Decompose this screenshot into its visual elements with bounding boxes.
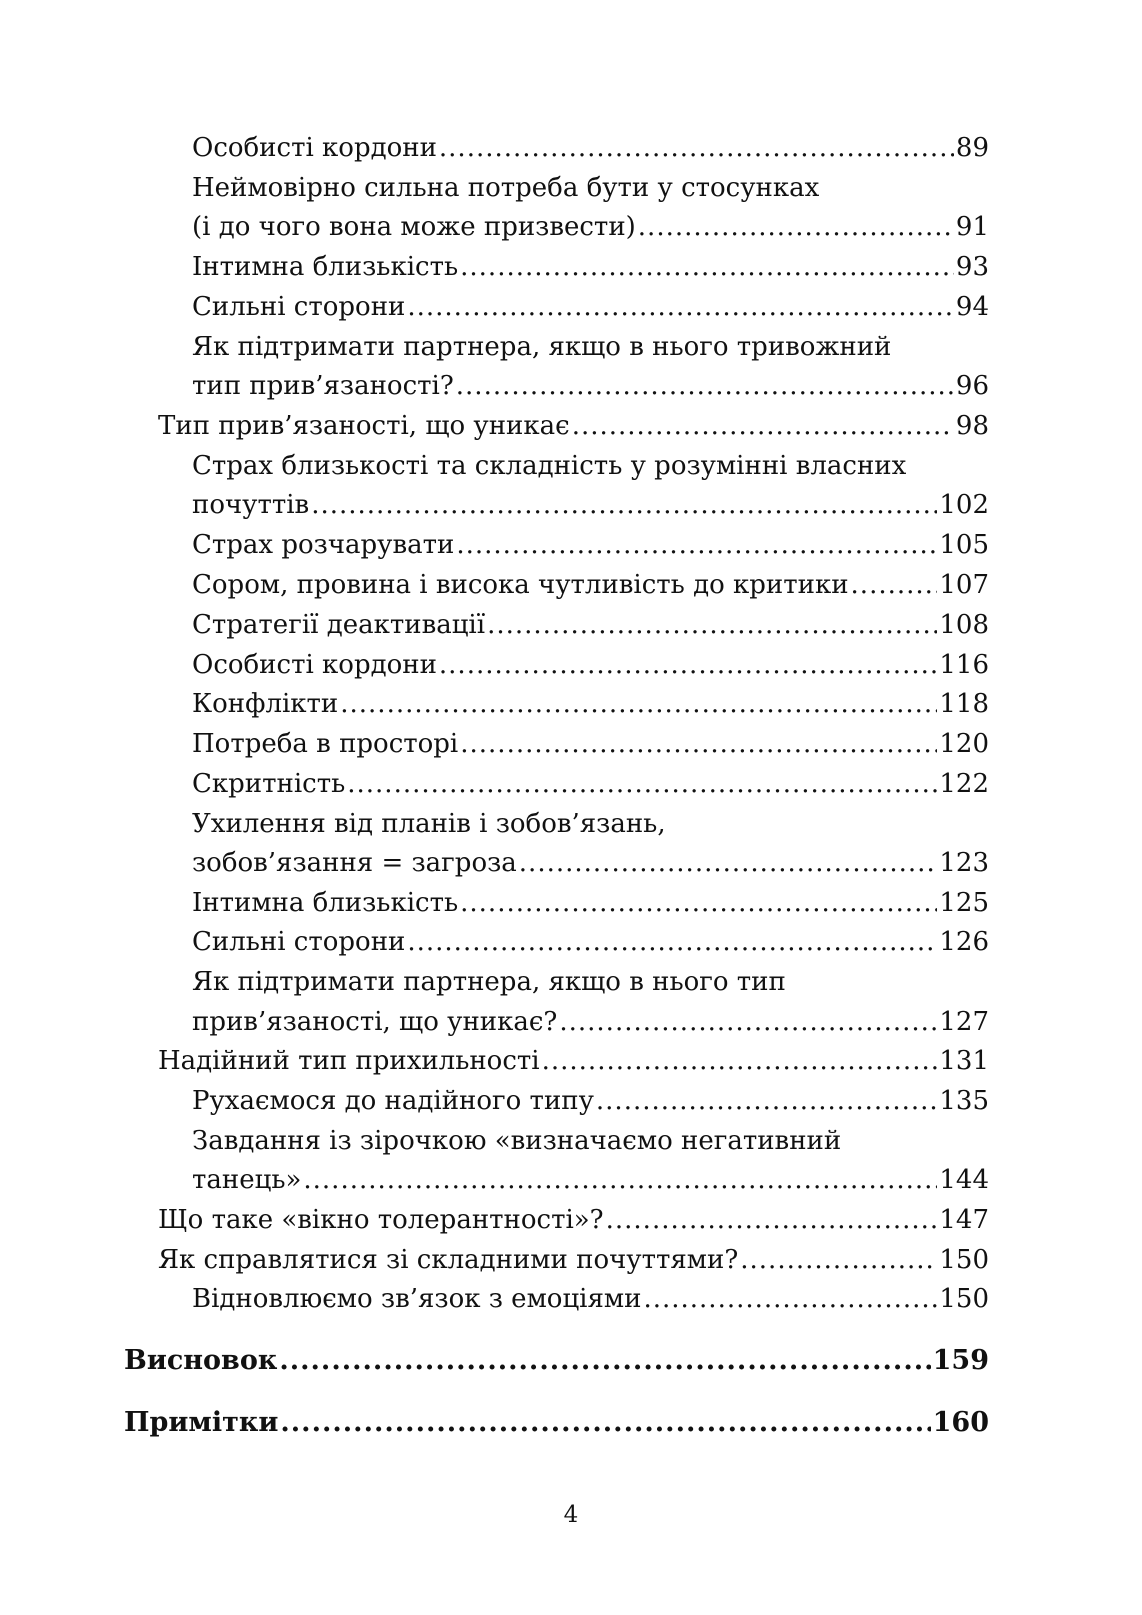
toc-entry-title: Страх розчарувати [192, 530, 455, 560]
toc-entry-title: Рухаємося до надійного типу [192, 1086, 594, 1116]
toc-entry-page: 108 [939, 610, 989, 640]
toc-entry [192, 1162, 989, 1198]
toc-entry-page: 122 [939, 769, 989, 799]
toc-entry-title: Сильні сторони [192, 292, 406, 322]
toc-entry-page: 150 [939, 1284, 989, 1314]
dot-leader [303, 1162, 937, 1198]
toc-entry [192, 607, 989, 643]
dot-leader [439, 130, 954, 166]
toc-entry-title: Що таке «вікно толерантності»? [158, 1205, 604, 1235]
toc-entry-page: 91 [955, 212, 989, 242]
dot-leader [407, 289, 954, 325]
dot-leader [851, 567, 938, 603]
toc-entry [192, 567, 989, 603]
toc-entry-title: Конфлікти [192, 689, 339, 719]
toc-entry [192, 1083, 989, 1119]
toc-entry-title: Сильні сторони [192, 927, 406, 957]
toc-entry [192, 766, 989, 802]
toc-entry [192, 1004, 989, 1040]
dot-leader [340, 686, 937, 722]
toc-entry-title: Потреба в просторі [192, 729, 459, 759]
dot-leader [460, 726, 937, 762]
toc-entry-page: 116 [939, 650, 989, 680]
dot-leader [456, 527, 937, 563]
toc-entry [158, 408, 989, 444]
toc-entry-page: 126 [939, 927, 989, 957]
toc-entry-page: 147 [939, 1205, 989, 1235]
dot-leader [596, 1083, 937, 1119]
toc-entry [192, 368, 989, 404]
toc-entry-first-line: Завдання із зірочкою «визначаємо негативний [192, 1126, 842, 1156]
toc-entry [192, 130, 989, 166]
toc-entry [192, 209, 989, 245]
dot-leader [559, 1004, 937, 1040]
dot-leader [280, 1405, 930, 1441]
toc-entry-title: Примітки [124, 1407, 279, 1438]
toc-entry-page: 131 [939, 1046, 989, 1076]
toc-entry [192, 527, 989, 563]
toc-entry-page: 105 [939, 530, 989, 560]
toc-entry-page: 94 [955, 292, 989, 322]
toc-entry-title: тип прив’язаності? [192, 371, 454, 401]
toc-entry-title: Сором, провина і висока чутливість до критики [192, 570, 849, 600]
toc-entry-title: Скритність [192, 769, 346, 799]
toc-entry-title: Надійний тип прихильності [158, 1046, 540, 1076]
toc-entry [192, 647, 989, 683]
toc-entry-title: Як справлятися зі складними почуттями? [158, 1245, 739, 1275]
toc-entry-title: Стратегії деактивації [192, 610, 486, 640]
dot-leader [460, 249, 954, 285]
dot-leader [643, 1281, 937, 1317]
toc-entry-title: танець» [192, 1165, 302, 1195]
toc-entry-title: Інтимна близькість [192, 888, 459, 918]
page-number: 4 [563, 1502, 579, 1528]
toc-entry-first-line: Ухилення від планів і зобов’язань, [192, 809, 666, 839]
toc-entry-page: 144 [939, 1165, 989, 1195]
toc-entry-page: 159 [932, 1345, 989, 1376]
toc-entry-page: 150 [939, 1245, 989, 1275]
toc-entry-first-line: Як підтримати партнера, якщо в нього тип [192, 967, 786, 997]
toc-entry [158, 1202, 989, 1238]
toc-entry-title: Тип прив’язаності, що уникає [158, 411, 570, 441]
toc-entry-title: зобов’язання = загроза [192, 848, 517, 878]
toc-entry [192, 726, 989, 762]
toc-entry-page: 102 [939, 490, 989, 520]
toc-chapter-entry [124, 1343, 989, 1379]
toc-entry [192, 845, 989, 881]
toc-entry-page: 93 [955, 252, 989, 282]
toc-entry-title: Інтимна близькість [192, 252, 459, 282]
dot-leader [407, 924, 937, 960]
dot-leader [279, 1343, 930, 1379]
toc-entry-page: 127 [939, 1007, 989, 1037]
toc-entry-page: 135 [939, 1086, 989, 1116]
toc-entry-first-line: Як підтримати партнера, якщо в нього тривожний [192, 332, 892, 362]
dot-leader [347, 766, 937, 802]
toc-entry-page: 96 [955, 371, 989, 401]
toc-entry-title: Особисті кордони [192, 650, 437, 680]
dot-leader [740, 1242, 937, 1278]
dot-leader [456, 368, 954, 404]
dot-leader [311, 487, 937, 523]
toc-entry [192, 924, 989, 960]
toc-entry [192, 686, 989, 722]
toc-entry-title: Висновок [124, 1345, 278, 1376]
toc-entry-title: Особисті кордони [192, 133, 437, 163]
dot-leader [638, 209, 954, 245]
toc-entry [192, 487, 989, 523]
toc-entry [192, 289, 989, 325]
toc-entry [158, 1043, 989, 1079]
dot-leader [572, 408, 954, 444]
toc-chapter-entry [124, 1405, 989, 1441]
dot-leader [439, 647, 937, 683]
toc-entry-title: прив’язаності, що уникає? [192, 1007, 558, 1037]
dot-leader [542, 1043, 938, 1079]
toc-entry-page: 118 [939, 689, 989, 719]
toc-entry-page: 107 [939, 570, 989, 600]
dot-leader [460, 885, 937, 921]
toc-entry-page: 125 [939, 888, 989, 918]
toc-entry-title: (і до чого вона може призвести) [192, 212, 636, 242]
toc-entry-first-line: Неймовірно сильна потреба бути у стосунках [192, 173, 820, 203]
dot-leader [519, 845, 938, 881]
toc-entry [192, 1281, 989, 1317]
toc-entry [158, 1242, 989, 1278]
dot-leader [606, 1202, 938, 1238]
toc-entry-page: 98 [955, 411, 989, 441]
toc-entry-page: 123 [939, 848, 989, 878]
toc-entry-first-line: Страх близькості та складність у розумінні власних [192, 451, 907, 481]
toc-entry [192, 249, 989, 285]
toc-entry-page: 160 [932, 1407, 989, 1438]
toc-entry-page: 89 [955, 133, 989, 163]
toc-entry-title: Відновлюємо зв’язок з емоціями [192, 1284, 642, 1314]
toc-entry-page: 120 [939, 729, 989, 759]
toc-entry [192, 885, 989, 921]
dot-leader [487, 607, 937, 643]
toc-entry-title: почуттів [192, 490, 310, 520]
